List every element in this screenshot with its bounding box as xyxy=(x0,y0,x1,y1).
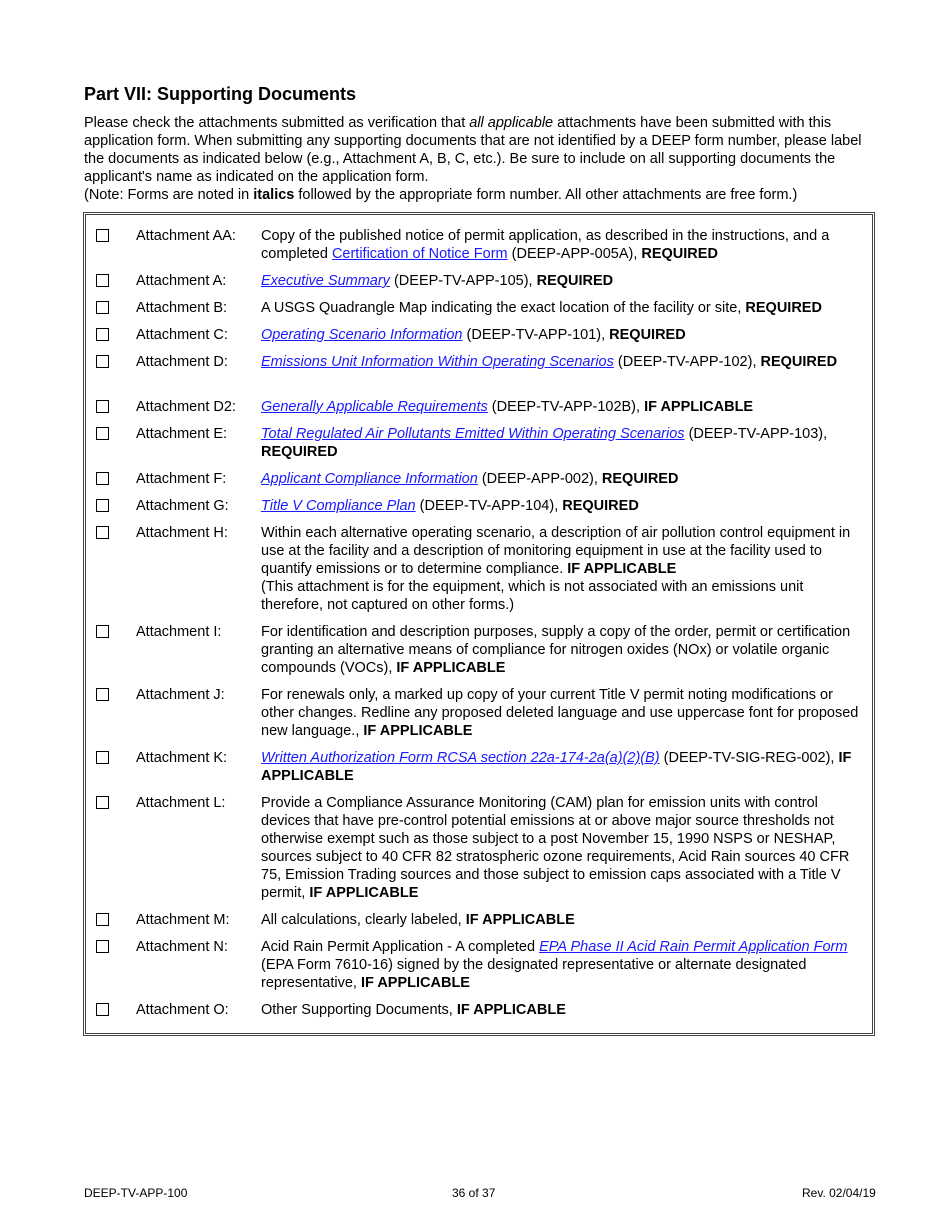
operating-scenario-information-link[interactable]: Operating Scenario Information xyxy=(261,327,463,343)
footer-form-id: DEEP-TV-APP-100 xyxy=(84,1186,188,1200)
attachment-aa-checkbox[interactable] xyxy=(96,229,109,242)
attachment-j-checkbox[interactable] xyxy=(96,688,109,701)
attachments-checklist xyxy=(83,212,875,1036)
attachment-e-description: Total Regulated Air Pollutants Emitted Within Operating Scenarios (DEEP-TV-APP-103), REQUIRED xyxy=(261,426,828,460)
attachment-j-label: Attachment J: xyxy=(136,687,225,703)
attachment-n-description: Acid Rain Permit Application - A completed EPA Phase II Acid Rain Permit Application Form (EPA Form 7610-16) signed by the designated representative or alternate designated representative, IF APPLICABLE xyxy=(261,939,848,991)
attachment-c-description: Operating Scenario Information (DEEP-TV-APP-101), REQUIRED xyxy=(261,327,686,343)
attachment-g-description: Title V Compliance Plan (DEEP-TV-APP-104), REQUIRED xyxy=(261,498,639,514)
attachment-k-description: Written Authorization Form RCSA section 22a-174-2a(a)(2)(B) (DEEP-TV-SIG-REG-002), IF APPLICABLE xyxy=(261,750,852,784)
attachment-c-label: Attachment C: xyxy=(136,327,228,343)
attachment-aa-label: Attachment AA: xyxy=(136,228,236,244)
attachment-b-label: Attachment B: xyxy=(136,300,228,316)
attachment-e-checkbox[interactable] xyxy=(96,427,109,440)
title-v-compliance-plan-link[interactable]: Title V Compliance Plan xyxy=(261,498,416,514)
attachment-a-checkbox[interactable] xyxy=(96,274,109,287)
attachment-m-label: Attachment M: xyxy=(136,912,230,928)
instructions-paragraph: Please check the attachments submitted as verification that all applicable attachments have been submitted with this application form. When submitting any supporting documents that are not identified by a DEEP form number, please label the documents as indicated below (e.g., Attachment A, B, C, etc.). Be sure to include on all supporting documents the applicant's name as indicated on the application form. (Note: Forms are noted in italics followed by the appropriate form number. All other attachments are free form.) xyxy=(84,115,862,203)
attachment-c-checkbox[interactable] xyxy=(96,328,109,341)
certification-of-notice-form-link[interactable]: Certification of Notice Form xyxy=(331,246,508,262)
epa-phase-ii-acid-rain-permit-link[interactable]: EPA Phase II Acid Rain Permit Application Form xyxy=(539,939,848,955)
attachment-l-label: Attachment L: xyxy=(136,795,226,811)
attachment-k-label: Attachment K: xyxy=(136,750,228,766)
written-authorization-form-link[interactable]: Written Authorization Form RCSA section 22a-174-2a(a)(2)(B) xyxy=(261,750,660,766)
attachment-a-description: Executive Summary (DEEP-TV-APP-105), REQUIRED xyxy=(261,273,614,289)
attachment-h-label: Attachment H: xyxy=(136,525,228,541)
attachment-h-checkbox[interactable] xyxy=(96,526,109,539)
attachment-f-description: Applicant Compliance Information (DEEP-APP-002), REQUIRED xyxy=(261,471,679,487)
attachment-d-checkbox[interactable] xyxy=(96,355,109,368)
attachment-j-description: For renewals only, a marked up copy of your current Title V permit noting modifications or other changes. Redline any proposed deleted language and use uppercase font for proposed new language., IF APPLICABLE xyxy=(261,687,859,739)
attachment-n-label: Attachment N: xyxy=(136,939,228,955)
attachment-b-description: A USGS Quadrangle Map indicating the exact location of the facility or site, REQUIRED xyxy=(261,300,822,316)
attachment-a-label: Attachment A: xyxy=(136,273,227,289)
attachment-b-checkbox[interactable] xyxy=(96,301,109,314)
attachment-e-label: Attachment E: xyxy=(136,426,228,442)
attachment-d-description: Emissions Unit Information Within Operating Scenarios (DEEP-TV-APP-102), REQUIRED xyxy=(261,354,838,370)
attachment-n-checkbox[interactable] xyxy=(96,940,109,953)
attachment-d2-label: Attachment D2: xyxy=(136,399,236,415)
footer-revision: Rev. 02/04/19 xyxy=(802,1186,876,1200)
applicant-compliance-information-link[interactable]: Applicant Compliance Information xyxy=(261,471,478,487)
attachment-g-label: Attachment G: xyxy=(136,498,229,514)
attachment-aa-description: Copy of the published notice of permit application, as described in the instructions, and a completed Certification of Notice Form (DEEP-APP-005A), REQUIRED xyxy=(261,228,830,262)
attachment-h-description: Within each alternative operating scenario, a description of air pollution control equipment in use at the facility and a description of monitoring equipment in use at the facility used to quantify emissions or to determine compliance. IF APPLICABLE (This attachment is for the equipment, which is not associated with an emissions unit therefore, not captured on other forms.) xyxy=(261,525,851,613)
attachment-d2-description: Generally Applicable Requirements (DEEP-TV-APP-102B), IF APPLICABLE xyxy=(261,399,754,415)
attachment-i-label: Attachment I: xyxy=(136,624,222,640)
emissions-unit-information-link[interactable]: Emissions Unit Information Within Operating Scenarios xyxy=(261,354,614,370)
attachment-d2-checkbox[interactable] xyxy=(96,400,109,413)
attachment-f-label: Attachment F: xyxy=(136,471,227,487)
attachment-o-checkbox[interactable] xyxy=(96,1003,109,1016)
attachment-i-checkbox[interactable] xyxy=(96,625,109,638)
total-regulated-air-pollutants-link[interactable]: Total Regulated Air Pollutants Emitted Within Operating Scenarios xyxy=(261,426,685,442)
attachment-m-description: All calculations, clearly labeled, IF APPLICABLE xyxy=(261,912,575,928)
attachment-i-description: For identification and description purposes, supply a copy of the order, permit or certification granting an alternative means of compliance for nitrogen oxides (NOx) or volatile organic compounds (VOCs), IF APPLICABLE xyxy=(261,624,851,676)
attachment-f-checkbox[interactable] xyxy=(96,472,109,485)
attachment-m-checkbox[interactable] xyxy=(96,913,109,926)
attachment-k-checkbox[interactable] xyxy=(96,751,109,764)
attachment-o-description: Other Supporting Documents, IF APPLICABLE xyxy=(261,1002,566,1018)
generally-applicable-requirements-link[interactable]: Generally Applicable Requirements xyxy=(261,399,488,415)
attachment-d-label: Attachment D: xyxy=(136,354,228,370)
executive-summary-link[interactable]: Executive Summary xyxy=(261,273,390,289)
attachment-g-checkbox[interactable] xyxy=(96,499,109,512)
footer-page-number: 36 of 37 xyxy=(452,1186,496,1200)
attachment-l-checkbox[interactable] xyxy=(96,796,109,809)
page-title: Part VII: Supporting Documents xyxy=(84,84,357,104)
attachment-l-description: Provide a Compliance Assurance Monitoring (CAM) plan for emission units with control devices that have pre-control potential emissions at or above major source thresholds not otherwise exempt such as those subject to a post November 15, 1990 NSPS or NESHAP, sources subject to 40 CFR 82 stratospheric ozone requirements, Acid Rain sources 40 CFR 75, Emission Trading sources and those subject to emission caps associated with a Title V permit, IF APPLICABLE xyxy=(261,795,850,901)
attachment-o-label: Attachment O: xyxy=(136,1002,229,1018)
